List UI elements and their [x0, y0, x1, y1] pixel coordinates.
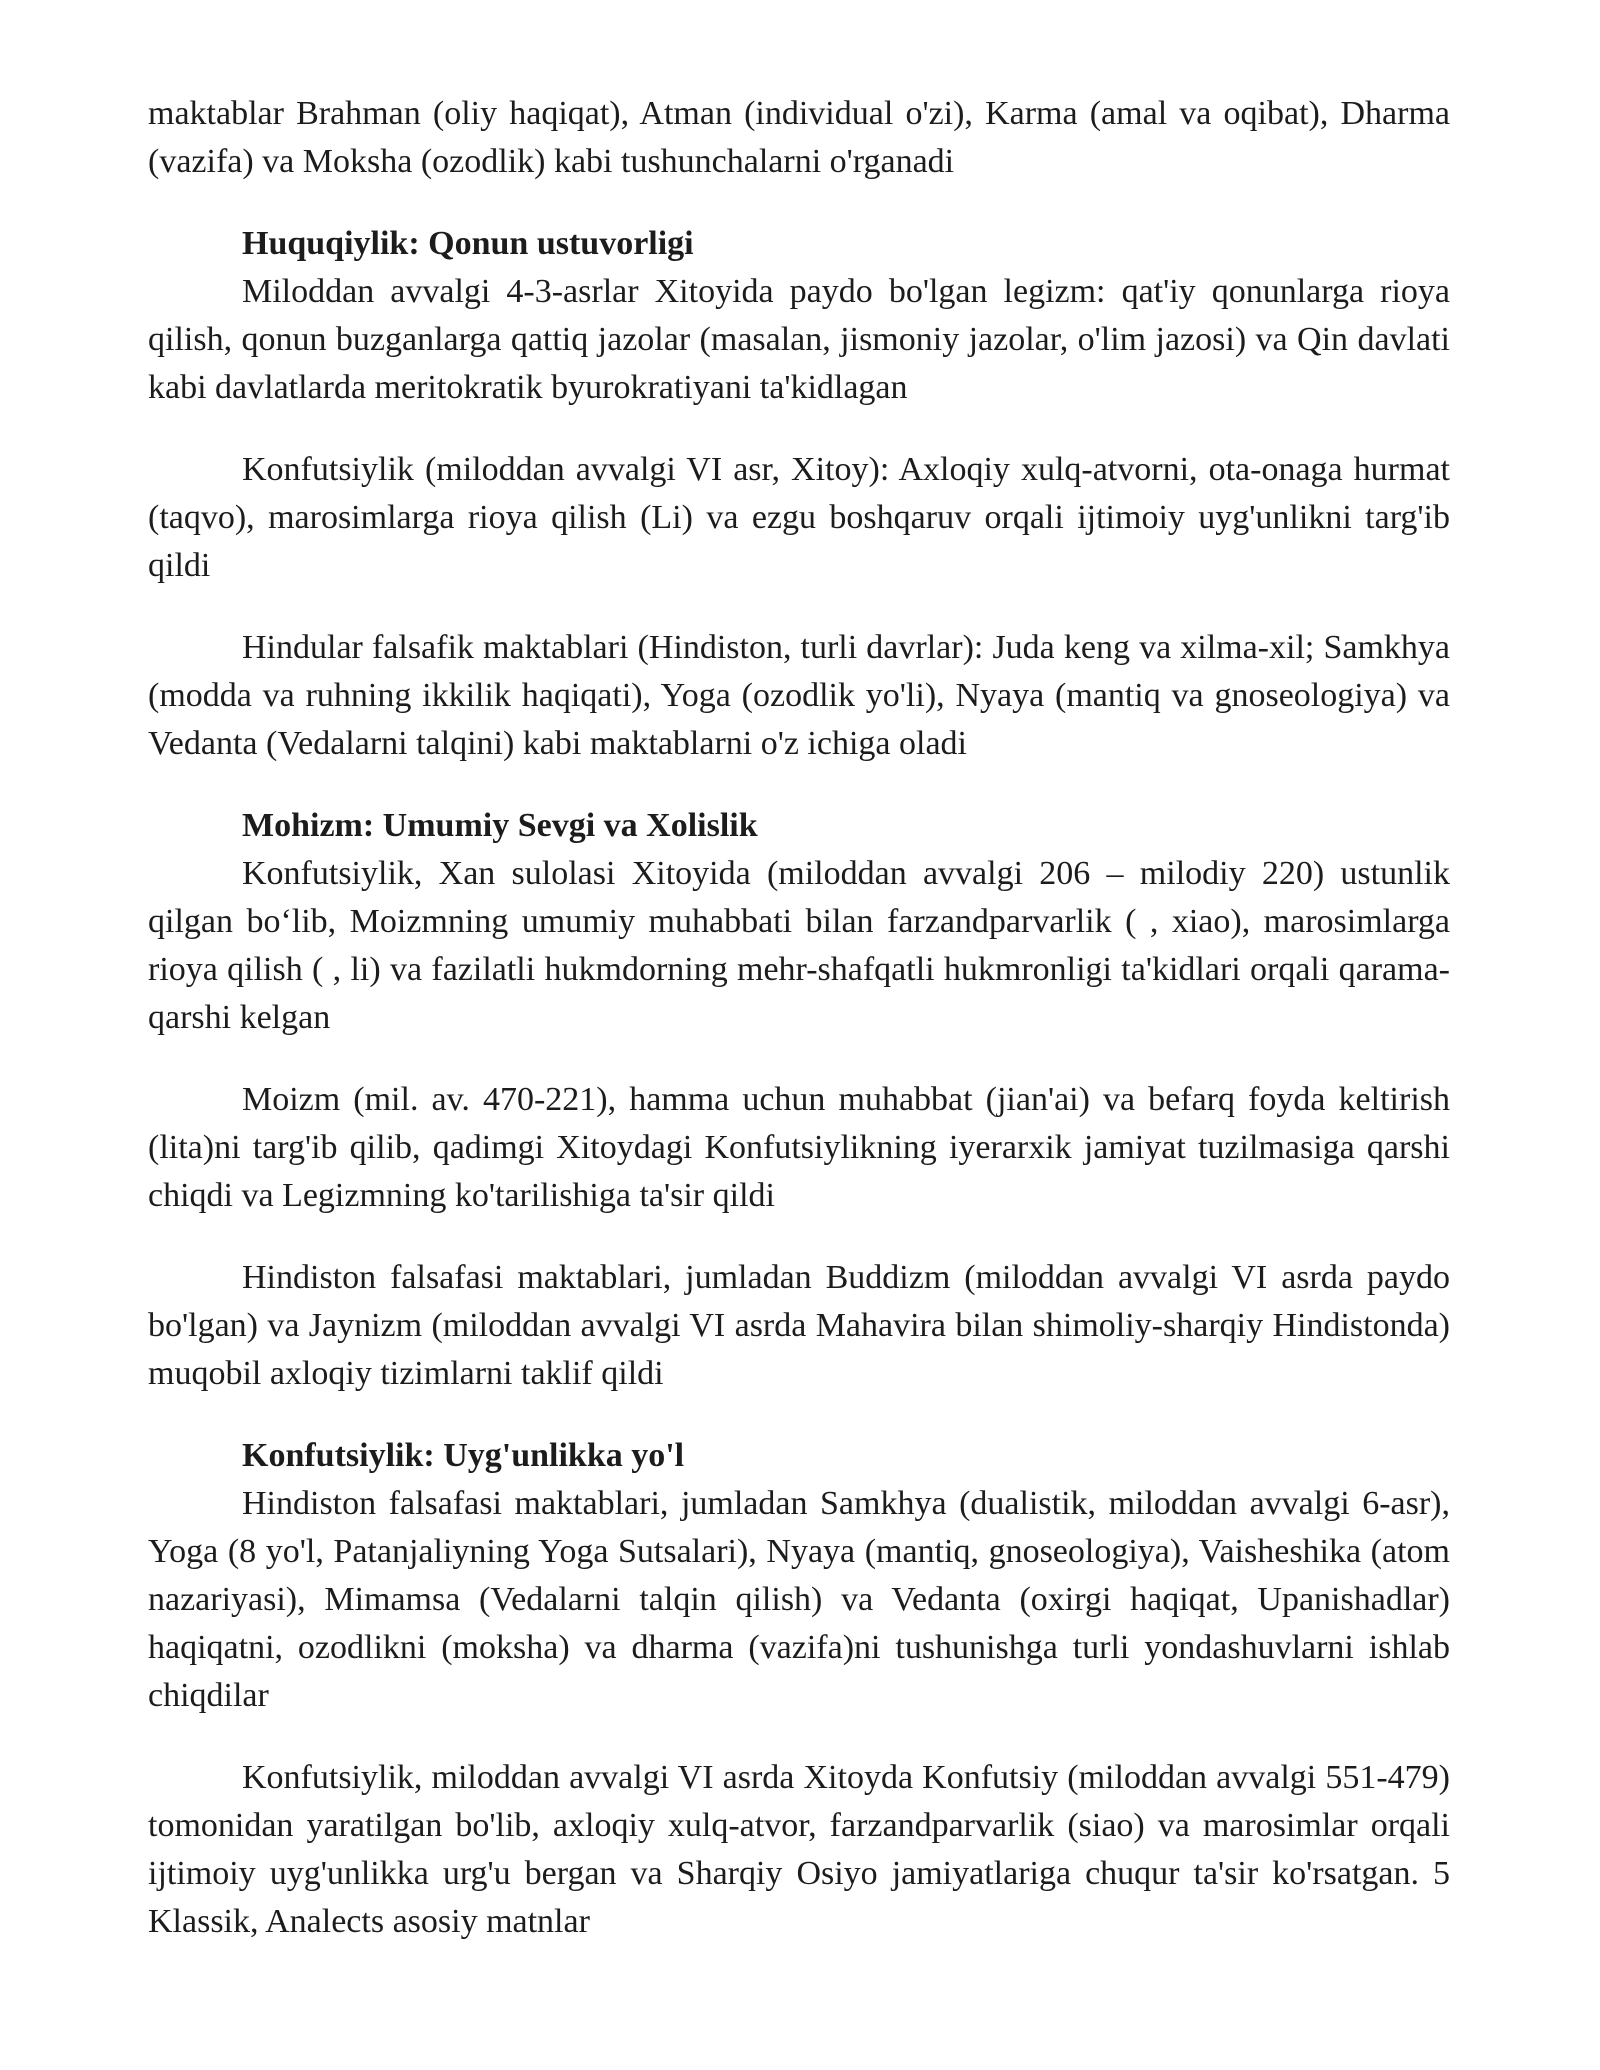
paragraph: Moizm (mil. av. 470-221), hamma uchun muhabbat (jian'ai) va befarq foyda keltirish (lita)ni targ'ib qilib, qadimgi Xitoydagi Konfutsiylikning iyerarxik jamiyat tuzilmasiga qarshi chiqdi va Legizmning ko'tarilishiga ta'sir qildi: [148, 1081, 1450, 1214]
section-heading-huquqiylik: Huquqiylik: Qonun ustuvorligi: [242, 225, 694, 262]
document-page: [148, 90, 1450, 1946]
paragraph: Hindiston falsafasi maktablari, jumladan Buddizm (miloddan avvalgi VI asrda paydo bo'lgan) va Jaynizm (miloddan avvalgi VI asrda Mahavira bilan shimoliy-sharqiy Hindistonda) muqobil axloqiy tizimlarni taklif qildi: [148, 1259, 1450, 1392]
paragraph: Miloddan avvalgi 4-3-asrlar Xitoyida paydo bo'lgan legizm: qat'iy qonunlarga rioya qilish, qonun buzganlarga qattiq jazolar (masalan, jismoniy jazolar, o'lim jazosi) va Qin davlati kabi davlatlarda meritokratik byurokratiyani ta'kidlagan: [148, 273, 1450, 406]
paragraph: Konfutsiylik, miloddan avvalgi VI asrda Xitoyda Konfutsiy (miloddan avvalgi 551-479) tomonidan yaratilgan bo'lib, axloqiy xulq-atvor, farzandparvarlik (siao) va marosimlar orqali ijtimoiy uyg'unlikka urg'u bergan va Sharqiy Osiyo jamiyatlariga chuqur ta'sir ko'rsatgan. 5 Klassik, Analects asosiy matnlar: [148, 1759, 1450, 1940]
paragraph: Konfutsiylik, Xan sulolasi Xitoyida (miloddan avvalgi 206 – milodiy 220) ustunlik qilgan bo‘lib, Moizmning umumiy muhabbati bilan farzandparvarlik ( , xiao), marosimlarga rioya qilish ( , li) va fazilatli hukmdorning mehr-shafqatli hukmronligi ta'kidlari orqali qarama-qarshi kelgan: [148, 855, 1450, 1036]
paragraph: Konfutsiylik (miloddan avvalgi VI asr, Xitoy): Axloqiy xulq-atvorni, ota-onaga hurmat (taqvo), marosimlarga rioya qilish (Li) va ezgu boshqaruv orqali ijtimoiy uyg'unlikni targ'ib qildi: [148, 451, 1450, 584]
paragraph: Hindiston falsafasi maktablari, jumladan Samkhya (dualistik, miloddan avvalgi 6-asr), Yoga (8 yo'l, Patanjaliyning Yoga Sutsalari), Nyaya (mantiq, gnoseologiya), Vaisheshika (atom nazariyasi), Mimamsa (Vedalarni talqin qilish) va Vedanta (oxirgi haqiqat, Upanishadlar) haqiqatni, ozodlikni (moksha) va dharma (vazifa)ni tushunishga turli yondashuvlarni ishlab chiqdilar: [148, 1485, 1450, 1714]
section-heading-konfutsiylik: Konfutsiylik: Uyg'unlikka yo'l: [242, 1437, 685, 1474]
paragraph: Hindular falsafik maktablari (Hindiston, turli davrlar): Juda keng va xilma-xil; Samkhya (modda va ruhning ikkilik haqiqati), Yoga (ozodlik yo'li), Nyaya (mantiq va gnoseologiya) va Vedanta (Vedalarni talqini) kabi maktablarni o'z ichiga oladi: [148, 629, 1450, 762]
intro-paragraph: maktablar Brahman (oliy haqiqat), Atman (individual o'zi), Karma (amal va oqibat), Dharma (vazifa) va Moksha (ozodlik) kabi tushunchalarni o'rganadi: [148, 95, 1450, 180]
section-heading-mohizm: Mohizm: Umumiy Sevgi va Xolislik: [242, 807, 758, 844]
